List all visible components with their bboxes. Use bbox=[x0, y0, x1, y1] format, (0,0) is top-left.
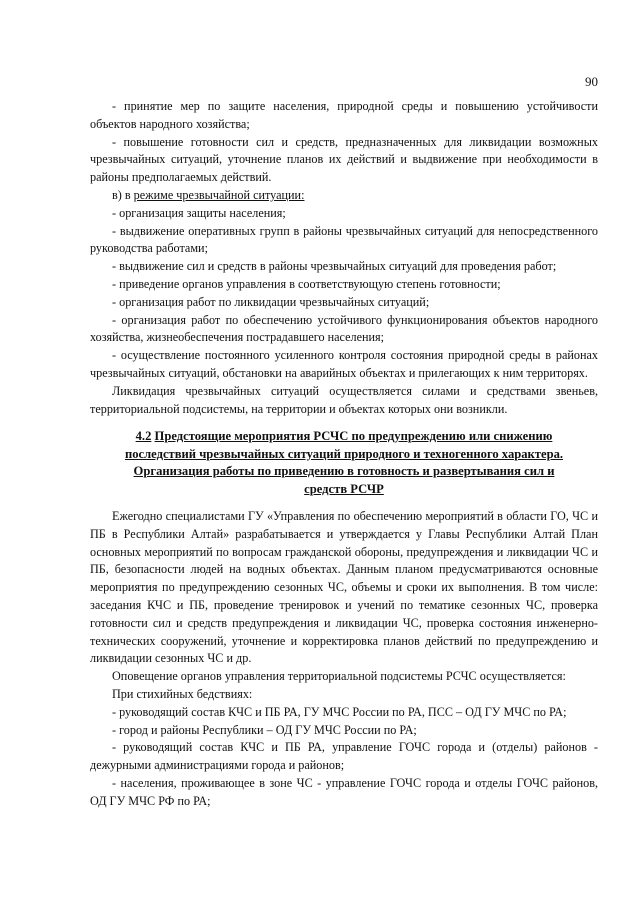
heading-number: 4.2 bbox=[135, 429, 152, 444]
paragraph: - повышение готовности сил и средств, предназначенных для ликвидации возможных чрезвычайных ситуаций, уточнение планов их действий и выдвижение при необходимости в районы предполагаемых действий. bbox=[90, 134, 598, 185]
document-body bbox=[90, 98, 598, 811]
paragraph: - организация работ по обеспечению устойчивого функционирования объектов народного хозяйства, жизнеобеспечения пострадавшего населения; bbox=[90, 312, 598, 345]
mode-line bbox=[90, 187, 598, 205]
paragraph: - организация работ по ликвидации чрезвычайных ситуаций; bbox=[112, 294, 430, 309]
section-heading bbox=[90, 428, 598, 498]
paragraph: Оповещение органов управления территориальной подсистемы РСЧС осуществляется: bbox=[112, 669, 566, 684]
mode-prefix: в) в bbox=[112, 187, 134, 202]
paragraph: - руководящий состав КЧС и ПБ РА, ГУ МЧС России по РА, ПСС – ОД ГУ МЧС по РА; bbox=[112, 704, 567, 719]
paragraph: - осуществление постоянного усиленного контроля состояния природной среды в районах чрезвычайных ситуаций, обстановки на аварийных объектах и прилегающих к ним территорях. bbox=[90, 348, 598, 380]
heading-line-2: последствий чрезвычайных ситуаций природного и техногенного характера. bbox=[124, 446, 564, 461]
paragraph: - выдвижение оперативных групп в районы чрезвычайных ситуаций для непосредственного руководства работами; bbox=[90, 223, 598, 256]
heading-line-4: средств РСЧР bbox=[304, 481, 384, 496]
page-number: 90 bbox=[585, 74, 598, 89]
paragraph: Ежегодно специалистами ГУ «Управления по обеспечению мероприятий в области ГО, ЧС и ПБ в Республики Алтай» разрабатывается и утверждается у Главы Республики Алтай План основных мероприятий по вопросам гражданской обороны, предупреждения и ликвидации ЧС и ПБ, безопасности людей на водных объектах. Данным планом предусматриваются основные мероприятия по предупреждению сезонных ЧС, объемы и сроки их выполнения. В том числе: заседания КЧС и ПБ, проведение тренировок и учений по тематике сезонных ЧС, проверка готовности сил и средств предупреждения и ликвидации ЧС, проверка состояния инженерно-технических сооружений, уточнение и корректировка планов действий по предупреждению и ликвидации сезонных ЧС и др. bbox=[90, 508, 598, 666]
paragraph: - выдвижение сил и средств в районы чрезвычайных ситуаций для проведения работ; bbox=[112, 259, 557, 274]
paragraph: - город и районы Республики – ОД ГУ МЧС России по РА; bbox=[112, 722, 417, 737]
paragraph: - приведение органов управления в соответствующую степень готовности; bbox=[112, 276, 501, 291]
mode-label: режиме чрезвычайной ситуации: bbox=[133, 187, 305, 202]
heading-line-1: Предстоящие мероприятия РСЧС по предупреждению или снижению bbox=[154, 429, 553, 444]
paragraph: - принятие мер по защите населения, природной среды и повышению устойчивости объектов народного хозяйства; bbox=[90, 99, 598, 131]
heading-line-3: Организация работы по приведению в готовность и развертывания сил и bbox=[133, 464, 555, 479]
paragraph: Ликвидация чрезвычайных ситуаций осуществляется силами и средствами звеньев, территориальной подсистемы, на территории и объектах которых они возникли. bbox=[90, 383, 598, 416]
paragraph: - населения, проживающее в зоне ЧС - управление ГОЧС города и отделы ГОЧС районов, ОД ГУ МЧС РФ по РА; bbox=[90, 775, 598, 808]
paragraph: При стихийных бедствиях: bbox=[112, 686, 253, 701]
paragraph: - организация защиты населения; bbox=[112, 205, 286, 220]
paragraph: - руководящий состав КЧС и ПБ РА, управление ГОЧС города и (отделы) районов - дежурными администрациями города и районов; bbox=[90, 740, 598, 773]
